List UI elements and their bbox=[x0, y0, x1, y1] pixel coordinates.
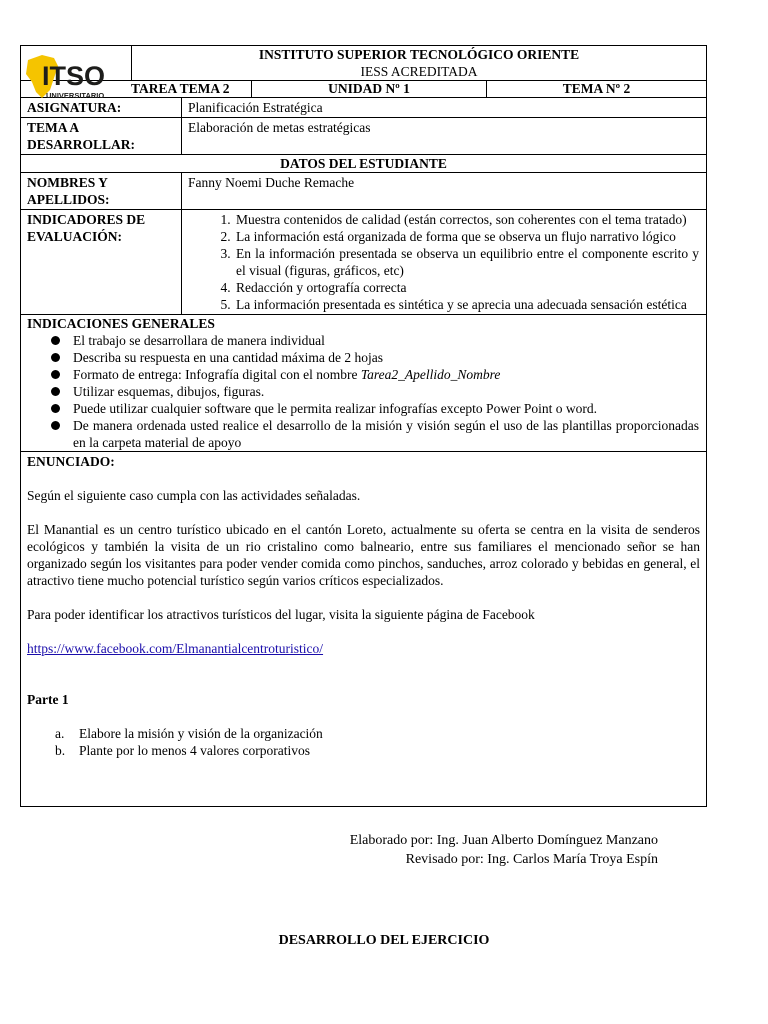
asignatura-label: ASIGNATURA: bbox=[27, 100, 122, 115]
indicadores-label: INDICADORES DE EVALUACIÓN: bbox=[27, 212, 146, 244]
tema-number-label: TEMA Nº 2 bbox=[486, 80, 706, 97]
tema-row bbox=[21, 118, 706, 155]
part-title: Parte 1 bbox=[27, 692, 69, 707]
list-item: 5. La información presentada es sintética y se aprecia una adecuada sensación estética bbox=[234, 296, 699, 313]
list-item: Puede utilizar cualquier software que le permita realizar infografías excepto Power Point o word. bbox=[49, 400, 699, 417]
assignment-sheet bbox=[20, 45, 707, 807]
institution-title: INSTITUTO SUPERIOR TECNOLÓGICO ORIENTE bbox=[258, 47, 580, 62]
bullet-icon bbox=[51, 404, 60, 413]
list-item: De manera ordenada usted realice el desarrollo de la misión y visión según el uso de las plantillas proporcionadas en la carpeta material de apoyo bbox=[49, 417, 699, 451]
nombres-label: NOMBRES Y APELLIDOS: bbox=[27, 175, 110, 207]
filename-format: Tarea2_Apellido_Nombre bbox=[360, 367, 501, 382]
enunciado-block bbox=[21, 452, 706, 806]
enunciado-row bbox=[21, 452, 706, 806]
general-row bbox=[21, 315, 706, 452]
signoff-block bbox=[350, 831, 658, 869]
list-item: a. Elabore la misión y visión de la organización bbox=[55, 726, 323, 741]
indicadores-value bbox=[181, 210, 706, 314]
indicators-list bbox=[188, 211, 699, 313]
revisado-by: Revisado por: Ing. Carlos María Troya Espín bbox=[405, 852, 658, 867]
enunciado-case: El Manantial es un centro turístico ubicado en el cantón Loreto, actualmente su oferta se centra en la visita de senderos ecológicos y también la visita de un rio cristalino como balneario, entre sus familiares el mencionado señor se han organizado según los visitantes para poder vender comida como pinchos, sanduches, arroz colorado y bebidas en general, el atractivo tiene mucho potencial turístico según varios críticos especializados. bbox=[27, 522, 700, 588]
bullet-icon bbox=[51, 370, 60, 379]
tema-value: Elaboración de metas estratégicas bbox=[181, 118, 706, 154]
list-item: Utilizar esquemas, dibujos, figuras. bbox=[49, 383, 699, 400]
logo-subtext: UNIVERSITARIO bbox=[46, 91, 105, 100]
bullet-icon bbox=[51, 336, 60, 345]
bullet-icon bbox=[51, 387, 60, 396]
enunciado-intro: Según el siguiente caso cumpla con las actividades señaladas. bbox=[27, 488, 361, 503]
tarea-label: TAREA TEMA 2 bbox=[131, 81, 230, 96]
itso-logo bbox=[24, 52, 134, 100]
bullet-icon bbox=[51, 421, 60, 430]
list-item: 2. La información está organizada de forma que se observa un flujo narrativo lógico bbox=[234, 228, 699, 245]
asignatura-value: Planificación Estratégica bbox=[181, 98, 706, 117]
list-item: 3. En la información presentada se observa un equilibrio entre el componente escrito y el visual (figuras, gráficos, etc) bbox=[234, 245, 699, 279]
general-list bbox=[27, 332, 699, 451]
datos-title: DATOS DEL ESTUDIANTE bbox=[280, 156, 447, 171]
general-title: INDICACIONES GENERALES bbox=[27, 316, 215, 331]
list-item: El trabajo se desarrollara de manera individual bbox=[49, 332, 699, 349]
list-item: b. Plante por lo menos 4 valores corporativos bbox=[55, 743, 310, 758]
logo-cell bbox=[21, 46, 131, 100]
datos-row bbox=[21, 155, 706, 173]
enunciado-visit: Para poder identificar los atractivos turísticos del lugar, visita la siguiente página de Facebook bbox=[27, 607, 535, 622]
nombres-value: Fanny Noemi Duche Remache bbox=[181, 173, 706, 209]
development-title: DESARROLLO DEL EJERCICIO bbox=[278, 933, 490, 948]
elaborado-by: Elaborado por: Ing. Juan Alberto Domínguez Manzano bbox=[349, 833, 658, 848]
logo-text: ITSO bbox=[42, 61, 106, 91]
bullet-icon bbox=[51, 353, 60, 362]
list-item: Describa su respuesta en una cantidad máxima de 2 hojas bbox=[49, 349, 699, 366]
list-item: 4. Redacción y ortografía correcta bbox=[234, 279, 699, 296]
list-item: Formato de entrega: Infografía digital con el nombre Tarea2_Apellido_Nombre bbox=[49, 366, 699, 383]
list-item: 1. Muestra contenidos de calidad (están correctos, son coherentes con el tema tratado) bbox=[234, 211, 699, 228]
enunciado-title: ENUNCIADO: bbox=[27, 454, 115, 469]
asignatura-row bbox=[21, 98, 706, 118]
accreditation-title: IESS ACREDITADA bbox=[360, 64, 478, 79]
tasks-list bbox=[27, 725, 700, 759]
indicadores-row bbox=[21, 210, 706, 315]
header-titles bbox=[131, 46, 706, 80]
tema-label: TEMA A DESARROLLAR: bbox=[27, 120, 136, 152]
facebook-link[interactable]: https://www.facebook.com/Elmanantialcentroturistico/ bbox=[27, 641, 324, 656]
unidad-label: UNIDAD Nº 1 bbox=[251, 80, 486, 97]
nombres-row bbox=[21, 173, 706, 210]
